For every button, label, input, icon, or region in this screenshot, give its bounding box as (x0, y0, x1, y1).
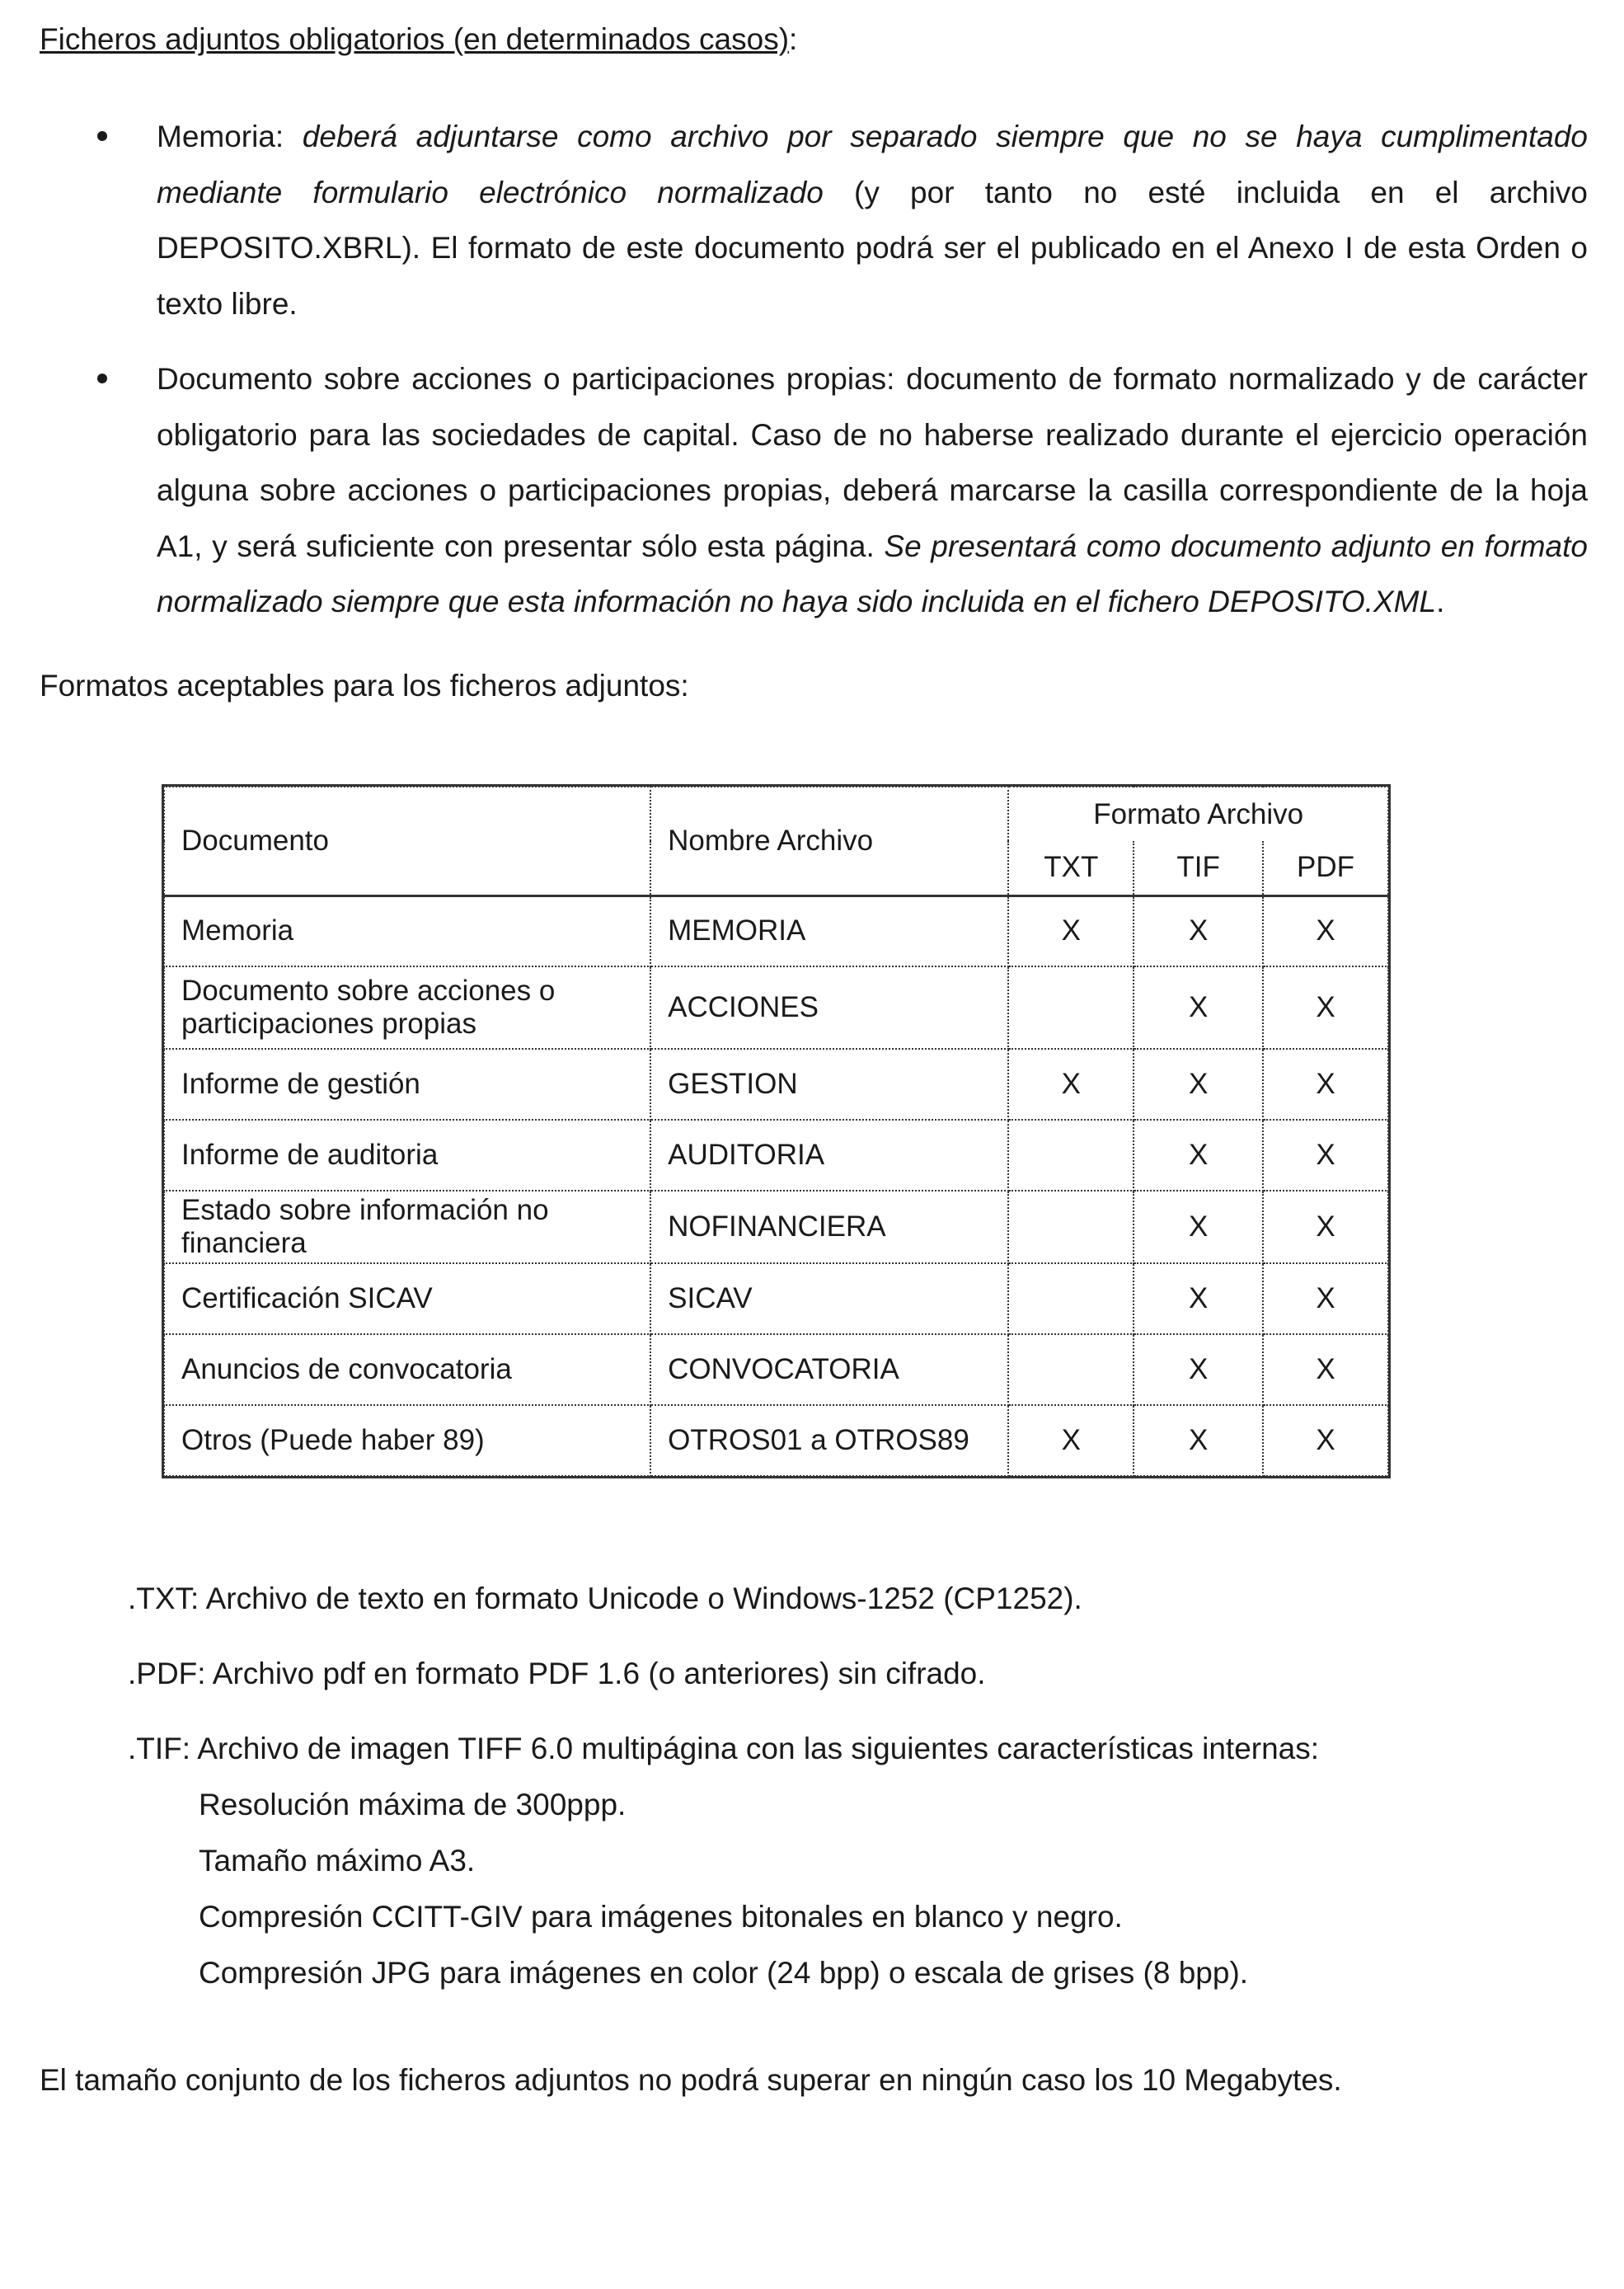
cell-pdf: X (1263, 1405, 1388, 1476)
cell-tif: X (1134, 1334, 1263, 1405)
tif-feature-resolution: Resolución máxima de 300ppp. (199, 1788, 627, 1821)
cell-txt: X (1008, 895, 1134, 966)
acciones-plain: Documento sobre acciones o participaciones propias: documento de formato normalizado y de carácter obligatorio para las sociedades de capital. Caso de no haberse realizado durante el ejercicio operación alguna sobre acciones o participaciones propias, deberá marcarse la casilla correspondiente de la hoja A1, y será suficiente con presentar sólo esta página. (157, 362, 1588, 563)
formats-heading: Formatos aceptables para los ficheros adjuntos: (40, 668, 689, 703)
tif-feature-size: Tamaño máximo A3. (199, 1844, 476, 1878)
mandatory-attachments-heading (40, 18, 1588, 61)
cell-tif: X (1134, 966, 1263, 1049)
table-row (164, 1263, 1388, 1334)
cell-filename: OTROS01 a OTROS89 (650, 1405, 1008, 1476)
memoria-italic: deberá adjuntarse como archivo por separado siempre que no se haya cumplimentado mediante formulario electrónico normalizado (157, 120, 1588, 209)
cell-pdf: X (1263, 966, 1388, 1049)
table-row (164, 1191, 1388, 1263)
memoria-rest: (y por tanto no esté incluida en el archivo DEPOSITO.XBRL). El formato de este documento podrá ser el publicado en el Anexo I de esta Orden o texto libre. (157, 175, 1588, 321)
cell-document: Otros (Puede haber 89) (164, 1405, 650, 1476)
cell-filename: GESTION (650, 1049, 1008, 1120)
heading-text: Ficheros adjuntos obligatorios (en determinados casos) (40, 22, 790, 56)
header-filename: Nombre Archivo (650, 787, 1008, 895)
cell-pdf: X (1263, 1334, 1388, 1405)
cell-txt (1008, 1191, 1134, 1263)
acciones-end: . (1436, 585, 1445, 618)
cell-tif: X (1134, 1191, 1263, 1263)
cell-txt: X (1008, 1049, 1134, 1120)
format-notes (128, 1571, 1319, 2001)
table-row (164, 1405, 1388, 1476)
tif-feature-bitonal: Compresión CCITT-GIV para imágenes bitonales en blanco y negro. (199, 1900, 1123, 1934)
note-tif: .TIF: Archivo de imagen TIFF 6.0 multipágina con las siguientes características internas: (128, 1732, 1320, 1765)
cell-filename: CONVOCATORIA (650, 1334, 1008, 1405)
tif-feature-color: Compresión JPG para imágenes en color (24 bpp) o escala de grises (8 bpp). (199, 1956, 1249, 1990)
cell-filename: SICAV (650, 1263, 1008, 1334)
cell-document: Estado sobre información no financiera (164, 1191, 650, 1263)
cell-filename: AUDITORIA (650, 1120, 1008, 1191)
cell-pdf: X (1263, 1049, 1388, 1120)
cell-document: Documento sobre acciones o participaciones propias (164, 966, 650, 1049)
cell-document: Anuncios de convocatoria (164, 1334, 650, 1405)
cell-document: Certificación SICAV (164, 1263, 650, 1334)
table-row (164, 1334, 1388, 1405)
table-row (164, 1049, 1388, 1120)
cell-pdf: X (1263, 1120, 1388, 1191)
cell-tif: X (1134, 1263, 1263, 1334)
cell-pdf: X (1263, 1263, 1388, 1334)
header-txt: TXT (1008, 841, 1134, 895)
note-txt: .TXT: Archivo de texto en formato Unicode o Windows-1252 (CP1252). (128, 1582, 1082, 1615)
size-limit-note: El tamaño conjunto de los ficheros adjuntos no podrá superar en ningún caso los 10 Megabytes. (40, 2063, 1342, 2097)
acciones-text (157, 351, 1588, 630)
note-pdf: .PDF: Archivo pdf en formato PDF 1.6 (o anteriores) sin cifrado. (128, 1657, 986, 1690)
cell-txt (1008, 1120, 1134, 1191)
cell-tif: X (1134, 895, 1263, 966)
cell-tif: X (1134, 1120, 1263, 1191)
cell-tif: X (1134, 1049, 1263, 1120)
table-row (164, 966, 1388, 1049)
cell-txt (1008, 966, 1134, 1049)
cell-document: Informe de auditoria (164, 1120, 650, 1191)
acciones-italic: Se presentará como documento adjunto en formato normalizado siempre que esta información no haya sido incluida en el fichero DEPOSITO.XML (157, 529, 1588, 618)
header-format-group: Formato Archivo (1008, 787, 1388, 841)
cell-filename: ACCIONES (650, 966, 1008, 1049)
list-item-acciones (40, 351, 1588, 630)
cell-txt (1008, 1263, 1134, 1334)
bullet-icon (97, 131, 107, 141)
table-row (164, 895, 1388, 966)
header-tif: TIF (1134, 841, 1263, 895)
cell-pdf: X (1263, 895, 1388, 966)
list-item-memoria (40, 109, 1588, 331)
cell-filename: NOFINANCIERA (650, 1191, 1008, 1263)
cell-tif: X (1134, 1405, 1263, 1476)
memoria-text (157, 109, 1588, 331)
cell-filename: MEMORIA (650, 895, 1008, 966)
cell-pdf: X (1263, 1191, 1388, 1263)
cell-document: Informe de gestión (164, 1049, 650, 1120)
memoria-label: Memoria: (157, 120, 303, 153)
document-body (40, 18, 1588, 707)
header-document: Documento (164, 787, 650, 895)
mandatory-attachments-list (40, 109, 1588, 630)
cell-document: Memoria (164, 895, 650, 966)
table-row (164, 1120, 1388, 1191)
cell-txt (1008, 1334, 1134, 1405)
formats-table (163, 786, 1389, 1477)
heading-colon: : (789, 22, 798, 56)
header-pdf: PDF (1263, 841, 1388, 895)
cell-txt: X (1008, 1405, 1134, 1476)
table-header-row (164, 787, 1388, 841)
bullet-icon (97, 374, 107, 383)
